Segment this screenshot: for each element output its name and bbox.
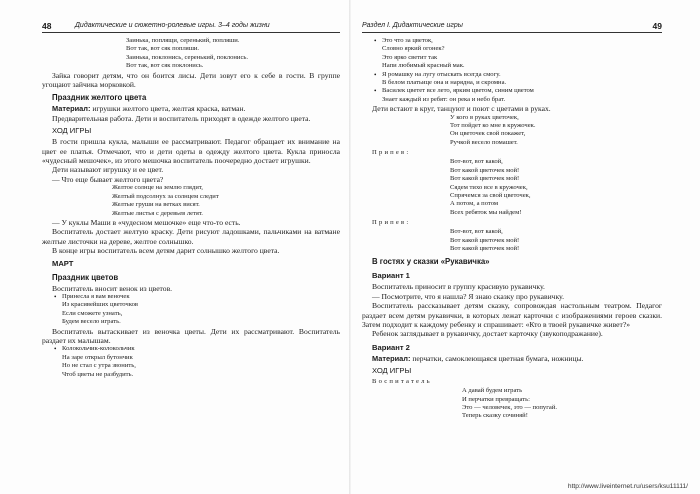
game-course-heading: ХОД ИГРЫ — [372, 366, 412, 376]
verse-line: Если сможете узнать, — [62, 309, 123, 317]
left-verse-4 — [52, 345, 340, 379]
verse-line: Спрячемся за свой цветочек, — [450, 191, 531, 199]
verse-line: Ручкой весело помашет. — [450, 138, 518, 146]
verse-line: Вот какой цветочек мой! — [450, 166, 520, 174]
left-page-number: 48 — [42, 21, 52, 31]
verse-line: И перчатки превращать: — [462, 395, 530, 403]
section-heading-yellow: Праздник желтого цвета — [52, 93, 147, 103]
right-page-header — [362, 20, 662, 33]
verse-line: • Колокольчик-колокольчик — [52, 345, 340, 353]
refrain-label: Припев: — [372, 219, 411, 227]
materials-text: перчатки, самоклеющаяся цветная бумага, ножницы. — [410, 353, 584, 363]
verse-line: Вот какой цветочек мой! — [450, 244, 520, 252]
right-verse-2 — [372, 71, 662, 88]
paragraph: Дети называют игрушку и ее цвет. — [52, 165, 164, 175]
paragraph: Зайка говорит детям, что он боится лисы. Дети зовут его к себе в гости. В группе угощают зайчика морковкой. — [42, 70, 340, 90]
paragraph: В конце игры воспитатель всем детям дарит солнышко желтого цвета. — [52, 246, 280, 256]
paragraph: Воспитатель достает желтую краску. Дети рисуют ладошками, пальчиками на ватмане желтые листочки на дереве, желтое солнышко. — [42, 227, 340, 246]
verse-line: Будем весело играть. — [62, 318, 121, 326]
watermark-url: http://www.liveinternet.ru/users/ksu11111/ — [567, 483, 688, 490]
paragraph: — Посмотрите, что я нашла? Я знаю сказку про рукавичку. — [372, 291, 564, 301]
verse-line: Вот какой цветочек мой! — [450, 175, 520, 183]
page-gutter — [349, 0, 351, 494]
verse-line: Желтые листья с деревьев летят. — [112, 209, 203, 217]
verse-line: • Я ромашку на лугу отыскать всегда смогу. — [372, 71, 662, 79]
left-page — [42, 20, 340, 488]
section-heading-mitten: В гостях у сказки «Рукавичка» — [372, 257, 490, 267]
right-verse-3 — [372, 87, 662, 104]
verse-line: А давай будем играть — [462, 387, 523, 395]
verse-line: Это — человечек, это — попугай. — [462, 404, 558, 411]
variant-1-heading: Вариант 1 — [372, 271, 410, 281]
verse-line: Чтоб цветы не разбудить. — [62, 370, 134, 378]
right-verse-7 — [462, 387, 662, 421]
verse-line: Знает каждый из ребят: он река и небо брат. — [382, 95, 506, 103]
left-page-header — [42, 20, 340, 33]
right-page-number: 49 — [652, 21, 662, 31]
left-verse-3 — [52, 293, 340, 327]
paragraph: Воспитатель вытаскивает из веночка цветы. Дети их рассматривают. Воспитатель раздает их малышам. — [42, 326, 340, 345]
left-running-title: Дидактические и сюжетно-ролевые игры. 3–4 годы жизни — [75, 22, 270, 29]
verse-line: Напи любимый красный мак. — [382, 62, 465, 70]
game-course-heading: ХОД ИГРЫ — [52, 126, 92, 136]
paragraph: Ребенок заглядывает в рукавичку, достает карточку (звукоподражание). — [372, 329, 603, 339]
paragraph: Воспитатель рассказывает детям сказку, сопровождая настольным театром. Педагог раздает всем детям рукавички, в которых лежат карточки с изображениями героев сказки. Затем подходит к каждому ребенку и спрашивает: «Кто в твоей рукавичке живет?» — [362, 301, 662, 329]
verse-line: На заре открыл бутончик — [62, 353, 133, 361]
verse-line: Всех ребяток мы найдем! — [450, 208, 522, 216]
section-heading-flowers: Праздник цветов — [52, 272, 119, 282]
paragraph: Предварительная работа. Дети и воспитатель приходят в одежде желтого цвета. — [52, 113, 311, 123]
paragraph: — Что еще бывает желтого цвета? — [52, 174, 164, 184]
right-verse-5 — [450, 158, 662, 217]
paragraph: Воспитатель вносит венок из цветов. — [52, 283, 173, 293]
verse-line: Желтое солнце на землю глядит, — [112, 184, 203, 192]
speaker-label: Воспитатель — [372, 378, 432, 386]
verse-line: Теперь сказку сочиняй! — [462, 412, 528, 420]
verse-line: У кого в руках цветочек, — [450, 113, 519, 121]
right-verse-4 — [450, 114, 662, 148]
verse-line: А потом, а потом — [450, 200, 499, 208]
verse-line: Вот-вот, вот какой, — [450, 158, 503, 166]
verse-line: Желтые груши на ветках висят. — [112, 201, 200, 209]
right-running-title: Раздел I. Дидактические игры — [362, 22, 463, 29]
left-verse-1 — [126, 37, 340, 71]
refrain-label: Припев: — [372, 149, 411, 157]
verse-line: Вот так, вот сяк попляши. — [126, 45, 200, 53]
paragraph: В гости пришла кукла, малыши ее рассматривают. Педагог обращает их внимание на цвет ее платья. Отмечают, что и дети одеты в одежду желтого цвета. Кукла приносла «чудесный мешочек», из этого мешочка воспитатель поочередно достает игрушки. — [42, 137, 340, 166]
variant-2-heading: Вариант 2 — [372, 342, 410, 352]
verse-line: Из красивейших цветочков — [62, 301, 139, 309]
verse-line: Заинька, поклонись, серенький, поклонись. — [126, 53, 249, 61]
verse-line: Словно яркий огонек? — [382, 45, 445, 53]
verse-line: • Василек цветет все лето, ярким цветом, синим цветом — [372, 87, 662, 95]
verse-line: • Это что за цветок, — [372, 37, 662, 45]
paragraph: Воспитатель приносит в группу красивую рукавичку. — [372, 282, 545, 292]
verse-line: Это ярко светит так — [382, 53, 438, 61]
verse-line: В белом платьице она и нарядна, и скромна. — [382, 79, 507, 87]
materials-line — [362, 354, 662, 363]
verse-line: Тот пойдет ко мне в кружочек. — [450, 122, 536, 130]
left-verse-2 — [112, 184, 340, 218]
verse-line: Но не стал с утра звонить, — [62, 362, 136, 370]
verse-line: Вот так, вот сяк поклонись. — [126, 62, 204, 70]
verse-line: • Принесла я вам веночек — [52, 293, 340, 301]
verse-line: Сядем тихо все в кружочек, — [450, 183, 528, 191]
verse-line: Вот какой цветочек мой! — [450, 236, 520, 244]
verse-line: Вот-вот, вот какой, — [450, 228, 503, 236]
materials-label: Материал: — [52, 104, 91, 114]
materials-text: игрушки желтого цвета, желтая краска, ватман. — [90, 104, 246, 114]
verse-line: Желтый подсолнух за солнцем следит — [112, 192, 219, 200]
verse-line: Он цветочек свой покажет, — [450, 130, 526, 138]
paragraph: — У куклы Маши в «чудесном мешочке» еще что-то есть. — [52, 217, 241, 227]
right-verse-1 — [372, 37, 662, 71]
paragraph: Дети встают в круг, танцуют и поют с цветами в руках. — [372, 104, 551, 114]
month-heading: МАРТ — [52, 258, 74, 268]
materials-label: Материал: — [372, 353, 411, 363]
materials-line — [42, 104, 340, 113]
right-page — [362, 20, 662, 488]
verse-line: Заинька, поплящи, серенький, попляши. — [126, 37, 240, 44]
right-verse-6 — [450, 228, 662, 253]
